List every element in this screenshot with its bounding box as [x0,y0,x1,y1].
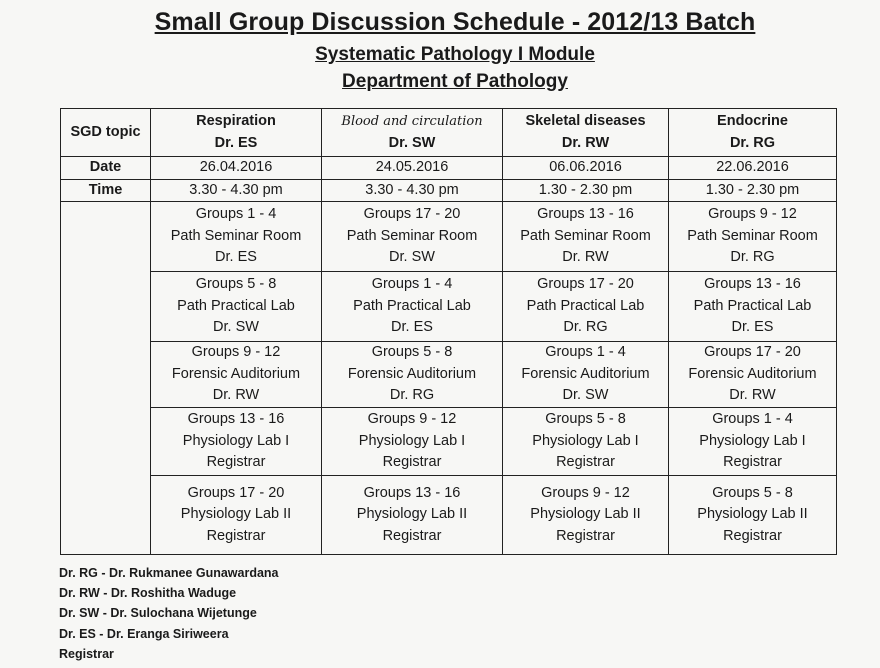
session-row [61,408,837,476]
session-groups: Groups 1 - 4 [545,344,626,361]
session-venue: Path Practical Lab [353,297,471,314]
session-venue: Forensic Auditorium [347,365,477,382]
legend-entry: Dr. RG - Dr. Rukmanee Gunawardana [59,566,279,580]
time-cell: 1.30 - 2.30 pm [669,179,837,202]
topic-lecturer: Dr. ES [214,134,258,151]
session-venue: Path Practical Lab [177,297,295,314]
row-label-time: Time [61,179,151,202]
session-cell [151,342,322,408]
session-groups: Groups 5 - 8 [545,411,626,428]
topic-lecturer: Dr. RG [729,134,776,151]
department-heading: Department of Pathology [342,71,568,92]
session-facilitator: Registrar [556,454,615,471]
topic-header-cell [503,109,669,157]
session-facilitator: Registrar [382,527,442,544]
session-cell [669,476,837,555]
session-cell [669,272,837,342]
session-facilitator: Registrar [723,454,782,471]
session-cell [669,202,837,272]
session-venue: Forensic Auditorium [688,365,817,382]
session-facilitator: Registrar [206,454,266,471]
session-row [61,342,837,408]
session-facilitator: Dr. ES [391,319,433,336]
session-venue: Physiology Lab II [697,506,808,523]
legend-entry: Registrar [59,646,114,661]
session-row [61,202,837,272]
session-groups: Groups 13 - 16 [537,206,634,223]
topic-header-cell [151,109,322,157]
legend-entry: Dr. SW - Dr. Sulochana Wijetunge [59,606,257,621]
session-venue: Physiology Lab II [180,506,292,523]
session-groups: Groups 9 - 12 [708,206,797,223]
session-facilitator: Dr. RG [563,319,608,336]
module-subtitle: Systematic Pathology I Module [315,44,595,65]
session-groups: Groups 1 - 4 [712,411,793,428]
session-facilitator: Dr. RG [730,249,775,266]
session-facilitator: Dr. RW [212,387,260,404]
topic-name: Respiration [196,113,276,129]
row-label-date: Date [61,157,151,180]
session-cell [322,476,503,555]
session-row [61,272,837,342]
session-venue: Forensic Auditorium [521,365,650,382]
session-cell [669,342,837,408]
session-venue: Forensic Auditorium [171,365,301,382]
session-groups: Groups 17 - 20 [537,276,634,293]
topic-header-cell [322,109,503,157]
session-groups: Groups 1 - 4 [195,206,277,223]
time-cell: 3.30 - 4.30 pm [151,179,322,202]
session-facilitator: Dr. RG [389,387,435,404]
session-groups: Groups 13 - 16 [363,484,461,501]
session-facilitator: Dr. ES [215,249,257,266]
session-groups: Groups 13 - 16 [187,411,285,428]
time-cell: 3.30 - 4.30 pm [322,179,503,202]
session-groups: Groups 17 - 20 [704,344,801,361]
session-cell [151,408,322,476]
session-cell [322,272,503,342]
session-venue: Path Seminar Room [520,227,651,244]
legend-entry: Dr. ES - Dr. Eranga Siriweera [59,626,229,641]
date-cell: 26.04.2016 [151,157,322,180]
blank-label-cell [61,202,151,555]
schedule-table [60,108,837,555]
date-cell: 06.06.2016 [503,157,669,180]
session-venue: Path Seminar Room [346,227,478,244]
session-venue: Physiology Lab II [530,506,641,523]
session-facilitator: Registrar [723,527,782,544]
session-groups: Groups 9 - 12 [367,411,457,428]
time-row [61,179,837,202]
session-cell [669,408,837,476]
session-venue: Path Seminar Room [687,227,818,244]
session-venue: Physiology Lab I [182,432,290,449]
session-cell [151,202,322,272]
session-venue: Physiology Lab I [358,432,466,449]
topic-name: Blood and circulation [341,114,483,129]
session-venue: Physiology Lab I [532,432,639,449]
session-row [61,476,837,555]
document-title: Small Group Discussion Schedule - 2012/13 Batch [154,8,756,36]
session-groups: Groups 5 - 8 [371,344,453,361]
topic-lecturer: Dr. SW [388,134,436,151]
abbreviation-legend [59,563,279,664]
topic-header-cell [669,109,837,157]
session-groups: Groups 5 - 8 [195,276,277,293]
time-cell: 1.30 - 2.30 pm [503,179,669,202]
date-cell: 24.05.2016 [322,157,503,180]
topic-name: Skeletal diseases [525,113,646,129]
session-cell [503,272,669,342]
session-cell [151,272,322,342]
session-venue: Path Practical Lab [693,297,812,314]
topic-lecturer: Dr. RW [561,134,610,151]
session-facilitator: Dr. ES [731,319,774,336]
session-cell [503,202,669,272]
session-venue: Path Seminar Room [170,227,302,244]
session-facilitator: Dr. RW [562,249,609,266]
date-cell: 22.06.2016 [669,157,837,180]
session-groups: Groups 17 - 20 [363,206,461,223]
session-cell [503,408,669,476]
row-label-sgd-topic: SGD topic [61,109,151,157]
session-facilitator: Dr. RW [729,387,776,404]
session-cell [503,476,669,555]
session-facilitator: Dr. SW [562,387,609,404]
session-groups: Groups 13 - 16 [704,276,801,293]
legend-entry: Dr. RW - Dr. Roshitha Waduge [59,586,237,601]
header-row [61,109,837,157]
session-facilitator: Registrar [382,454,442,471]
session-cell [322,342,503,408]
session-facilitator: Dr. SW [213,319,259,336]
session-groups: Groups 9 - 12 [191,344,281,361]
session-cell [151,476,322,555]
session-cell [503,342,669,408]
session-groups: Groups 1 - 4 [371,276,453,293]
session-groups: Groups 17 - 20 [187,484,285,501]
session-groups: Groups 5 - 8 [712,484,793,501]
session-venue: Path Practical Lab [526,297,645,314]
schedule-table-body [61,109,837,555]
session-facilitator: Registrar [206,527,266,544]
session-venue: Physiology Lab II [356,506,468,523]
topic-name: Endocrine [717,113,788,129]
date-row [61,157,837,180]
session-groups: Groups 9 - 12 [541,484,630,501]
session-cell [322,408,503,476]
session-venue: Physiology Lab I [699,432,806,449]
session-cell [322,202,503,272]
session-facilitator: Dr. SW [389,249,435,266]
session-facilitator: Registrar [556,527,615,544]
